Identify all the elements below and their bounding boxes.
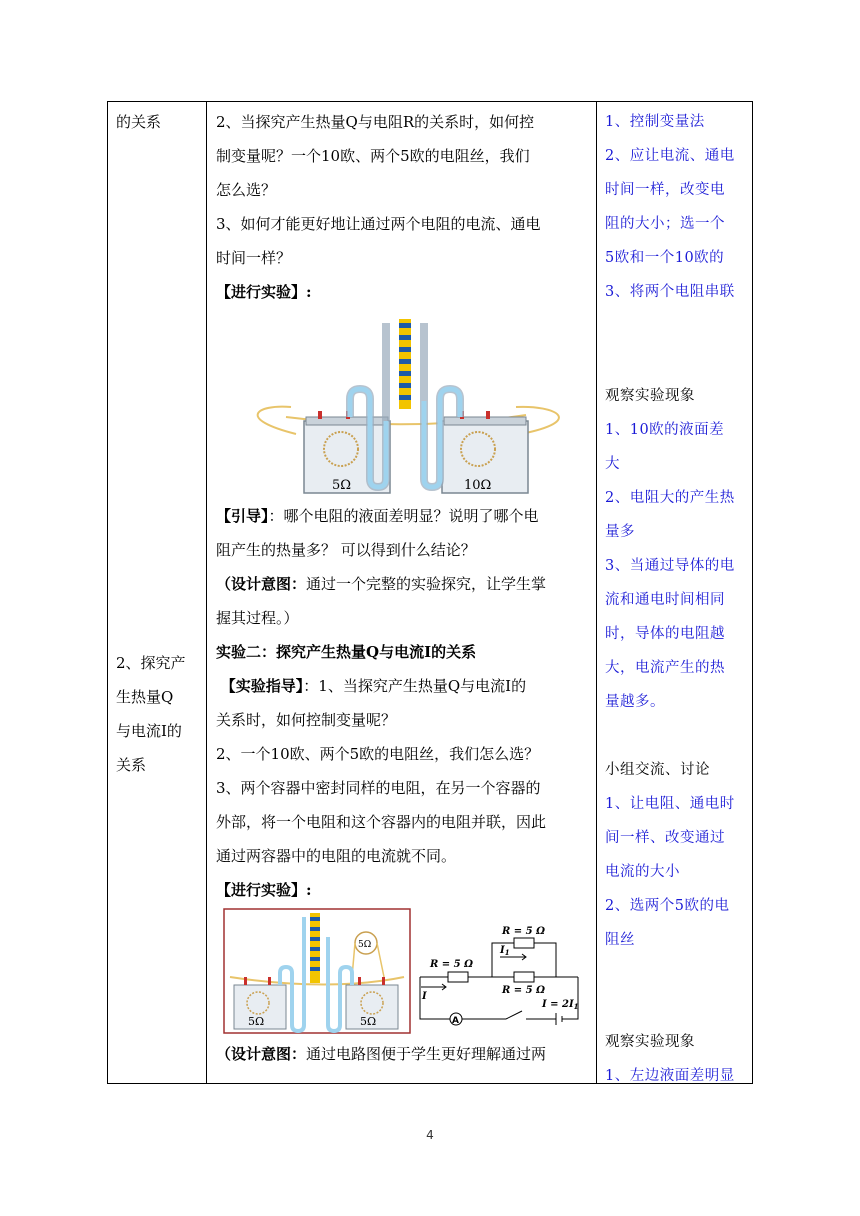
current-equation: $I = 2I_1$ [542, 999, 579, 1011]
answer-line: 量越多。 [605, 694, 665, 710]
answer-line: 大，电流产生的热 [605, 660, 725, 676]
answer-block-3 [605, 787, 750, 957]
answer-line: 5欧和一个10欧的 [605, 250, 725, 266]
answer-line: 大 [605, 456, 620, 472]
stage-line: 与电流I的 [116, 722, 182, 740]
answer-line: 2、电阻大的产生热 [605, 490, 735, 506]
intent-line [216, 1037, 602, 1071]
text-line: 时间一样？ [216, 249, 292, 267]
container-label-left: 5Ω [248, 1015, 265, 1028]
column-divider [206, 102, 207, 1083]
intent-line [216, 567, 602, 601]
discuss-heading: 小组交流、讨论 [605, 762, 710, 778]
text-line: 怎么选？ [216, 181, 277, 199]
text-line: 3、如何才能更好地让通过两个电阻的电流、通电 [216, 215, 541, 233]
ammeter-label: A [452, 1016, 459, 1026]
text-line: 通过两容器中的电阻的电流就不同。 [216, 847, 457, 865]
experiment-label: 【进行实验】: [216, 881, 312, 899]
coil-label: 5Ω [358, 940, 372, 950]
page-number: 4 [426, 1128, 434, 1142]
guide-line: 阻产生的热量多？ 可以得到什么结论？ [216, 541, 476, 559]
answer-block-1 [605, 105, 750, 309]
circuit-diagram [420, 938, 578, 1025]
resistor-label-top: R = 5 Ω [502, 926, 545, 937]
stage-line: 2、探究产 [116, 654, 186, 672]
guide-label: 【引导】 [216, 507, 269, 525]
intent-line: 握其过程。） [216, 609, 299, 627]
answer-line: 阻丝 [605, 932, 635, 948]
answer-line: 流和通电时间相同 [605, 592, 725, 608]
lesson-table [107, 101, 753, 1084]
answer-line: 量多 [605, 524, 635, 540]
resistor-label-left: R = 5 Ω [430, 959, 473, 970]
text-line: 3、两个容器中密封同样的电阻，在另一个容器的 [216, 779, 541, 797]
student-activity-column [605, 102, 750, 1093]
answer-line: 2、选两个5欧的电 [605, 898, 730, 914]
container-label-left: 5Ω [332, 478, 352, 493]
text-line: 关系时，如何控制变量呢？ [216, 711, 397, 729]
stage-line: 生热量Q [116, 688, 174, 706]
text-line: 制变量呢？一个10欧、两个5欧的电阻丝，我们 [216, 147, 530, 165]
text-line: 2、一个10欧、两个5欧的电阻丝，我们怎么选？ [216, 745, 540, 763]
answer-line: 1、10欧的液面差 [605, 422, 725, 438]
intent-label: （设计意图： [216, 575, 307, 593]
resistor-label-bottom: R = 5 Ω [502, 985, 545, 996]
experiment-label: 【进行实验】: [216, 283, 312, 301]
current-label-i: I [422, 991, 427, 1002]
exp2-guide-label: 【实验指导】 [220, 677, 304, 695]
observe-heading: 观察实验现象 [605, 1034, 695, 1050]
answer-line: 电流的大小 [605, 864, 680, 880]
stage-text: 的关系 [116, 113, 162, 131]
intent-text: 通过电路图便于学生更好理解通过两 [306, 1045, 547, 1063]
guide-line [216, 499, 602, 533]
intent-label: （设计意图： [216, 1045, 307, 1063]
teacher-activity-column [216, 102, 602, 1071]
intent-text: 通过一个完整的实验探究，让学生掌 [306, 575, 547, 593]
answer-line: 阻的大小；选一个 [605, 216, 725, 232]
answer-block-4 [605, 1059, 750, 1093]
answer-line: 时，导体的电阻越 [605, 626, 725, 642]
container-label-right: 5Ω [360, 1015, 377, 1028]
experiment-figure-2 [216, 907, 602, 1037]
answer-line: 3、当通过导体的电 [605, 558, 735, 574]
container-label-right: 10Ω [464, 478, 492, 493]
answer-line: 间一样、改变通过 [605, 830, 725, 846]
answer-line: 1、左边液面差明显 [605, 1068, 735, 1084]
observe-heading: 观察实验现象 [605, 388, 695, 404]
stage-line: 关系 [116, 756, 147, 774]
stage-column [116, 102, 202, 774]
exp2-guide-line [216, 669, 602, 703]
answer-line: 3、将两个电阻串联 [605, 284, 735, 300]
text-line: 2、当探究产生热量Q与电阻R的关系时，如何控 [216, 113, 535, 131]
answer-line: 1、让电阻、通电时 [605, 796, 735, 812]
stage-section-2 [116, 646, 186, 782]
answer-block-2 [605, 413, 750, 719]
guide-text: ：哪个电阻的液面差明显？说明了哪个电 [268, 507, 539, 525]
answer-line: 2、应让电流、通电 [605, 148, 735, 164]
experiment-2-title: 实验二：探究产生热量Q与电流I的关系 [216, 643, 477, 661]
exp2-guide-text: ：1、当探究产生热量Q与电流I的 [303, 677, 527, 695]
answer-line: 1、控制变量法 [605, 114, 705, 130]
text-line: 外部，将一个电阻和这个容器内的电阻并联，因此 [216, 813, 547, 831]
current-label-i1: $I_1$ [500, 945, 510, 957]
answer-line: 时间一样，改变电 [605, 182, 725, 198]
experiment-figure-1 [216, 309, 602, 499]
